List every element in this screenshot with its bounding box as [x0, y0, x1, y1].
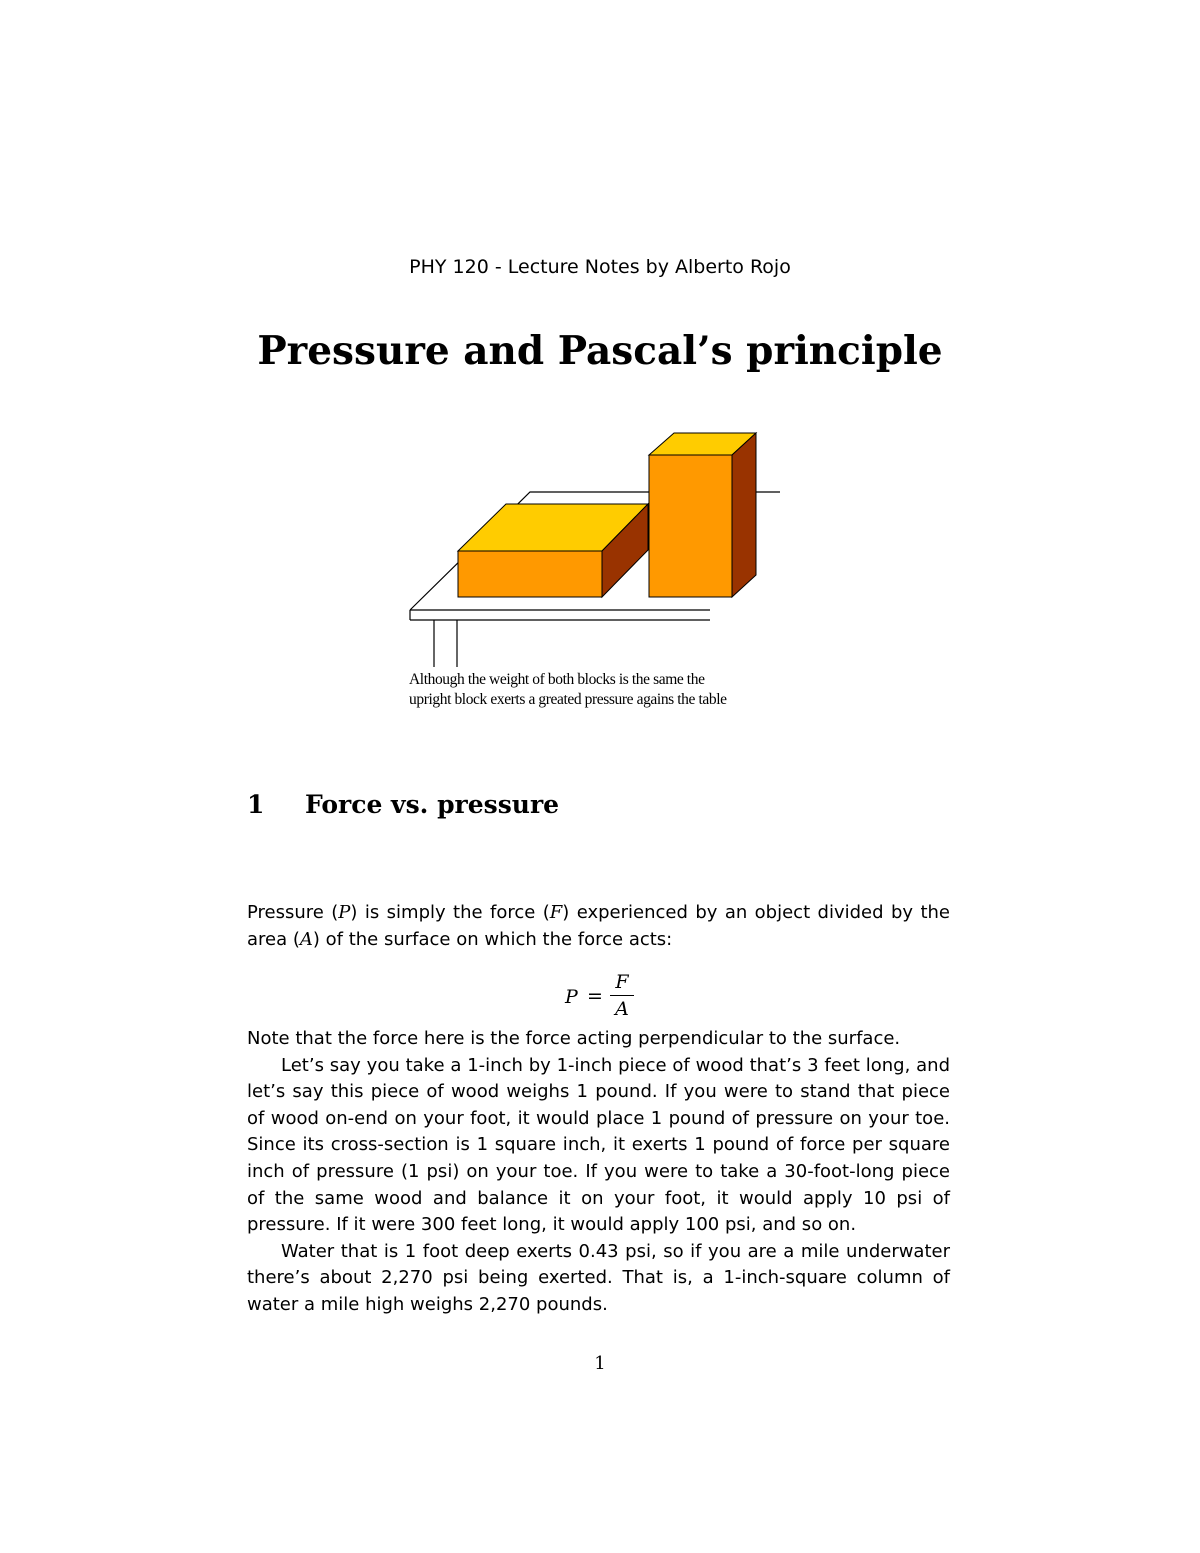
intro-text: ) is simply the force ( — [350, 902, 550, 923]
paragraph: Let’s say you take a 1-inch by 1-inch piece of wood that’s 3 feet long, and let’s say this piece of wood weighs 1 pound. If you were to stand that piece of wood on-end on your foot, it would place 1 pound of pressure on your toe. Since its cross-section is 1 square inch, it exerts 1 pound of force per square inch of pressure (1 psi) on your toe. If you were to take a 30-foot-long piece of the same wood and balance it on your foot, it would apply 10 psi of pressure. If it were 300 feet long, it would apply 100 psi, and so on. — [247, 1054, 950, 1236]
intro-paragraph — [247, 900, 950, 953]
variable-a: A — [299, 928, 313, 950]
page-number: 1 — [594, 1353, 606, 1374]
blocks-on-table-illustration — [400, 425, 790, 675]
running-head: PHY 120 - Lecture Notes by Alberto Rojo — [409, 256, 791, 278]
upright-block-front — [649, 455, 732, 597]
pressure-equation — [560, 970, 640, 1026]
section-heading — [247, 790, 559, 819]
intro-text: ) of the surface on which the force acts: — [312, 928, 673, 950]
intro-text: ) experienced by an object divided by the area ( — [247, 902, 951, 950]
numerator: F — [615, 971, 629, 993]
blocks-figure — [400, 425, 790, 675]
variable-p: P — [338, 902, 351, 923]
equals-sign: = — [587, 985, 603, 1007]
body-text — [247, 1026, 950, 1319]
upright-block-side — [732, 433, 756, 597]
equation-lhs: P — [565, 986, 578, 1008]
caption-line: Although the weight of both blocks is the same the — [409, 671, 705, 688]
paragraph: Water that is 1 foot deep exerts 0.43 psi, so if you are a mile underwater there’s about 2,270 psi being exerted. That is, a 1-inch-square column of water a mile high weighs 2,270 pounds. — [247, 1240, 950, 1315]
intro-text: Pressure ( — [247, 902, 339, 923]
section-title: Force vs. pressure — [305, 790, 560, 819]
fraction — [610, 970, 634, 1021]
section-number: 1 — [247, 790, 265, 819]
document-title: Pressure and Pascal’s principle — [257, 328, 943, 374]
variable-f: F — [549, 902, 563, 923]
caption-line: upright block exerts a greated pressure agains the table — [409, 691, 727, 708]
denominator: A — [615, 998, 629, 1020]
figure-caption — [409, 670, 789, 710]
flat-block-front — [458, 551, 602, 597]
paragraph: Note that the force here is the force acting perpendicular to the surface. — [247, 1028, 901, 1049]
fraction-bar — [610, 995, 634, 996]
